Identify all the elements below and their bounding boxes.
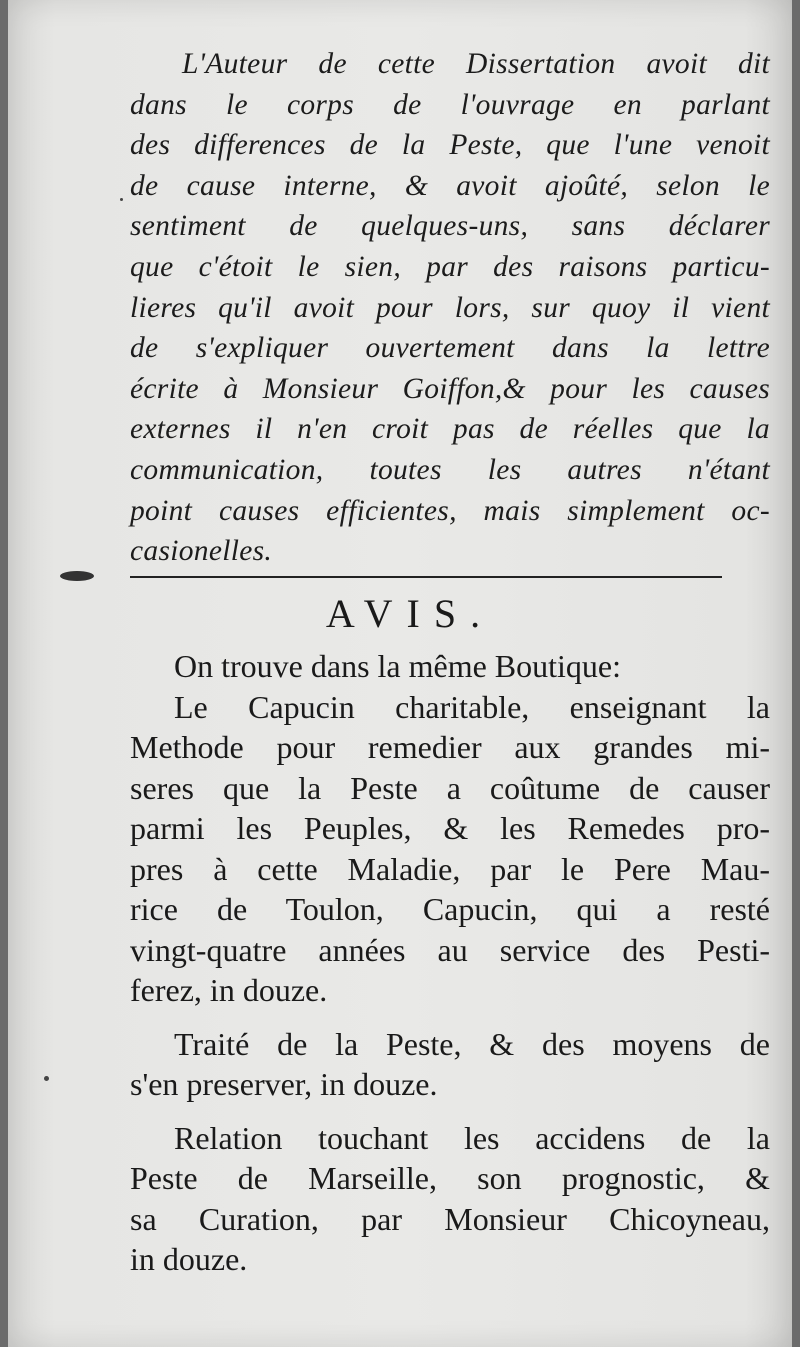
text-line: de s'expliquer ouvertement dans la lettre <box>130 332 770 365</box>
text-line: externes il n'en croit pas de réelles que la <box>130 413 770 446</box>
entry-line: Relation touchant les accidens de la <box>174 1119 770 1156</box>
entry-line: seres que la Peste a coûtume de causer <box>130 769 770 806</box>
entry-line: in douze. <box>130 1241 248 1277</box>
entry-line: rice de Toulon, Capucin, qui a resté <box>130 891 770 927</box>
text-line: casionelles. <box>130 535 273 568</box>
text-line: que c'étoit le sien, par des raisons particu- <box>130 250 770 283</box>
text-line: écrite à Monsieur Goiffon,& pour les causes <box>130 372 770 405</box>
text-line: L'Auteur de cette Dissertation avoit dit <box>182 48 770 80</box>
section-divider <box>130 576 722 578</box>
italic-notice-paragraph <box>130 44 770 572</box>
entry-line: ferez, in douze. <box>130 972 328 1008</box>
entry-line: parmi les Peuples, & les Remedes pro- <box>130 810 770 846</box>
text-line: communication, toutes les autres n'étant <box>130 453 770 486</box>
ink-speck <box>44 1076 49 1081</box>
book-page <box>8 0 792 1347</box>
text-line: sentiment de quelques-uns, sans déclarer <box>130 210 770 243</box>
entry-line: pres à cette Maladie, par le Pere Mau- <box>130 850 770 887</box>
text-line: de cause interne, & avoit ajoûté, selon le <box>130 169 770 202</box>
entry-line: s'en preserver, in douze. <box>130 1066 438 1102</box>
text-line: point causes efficientes, mais simplement oc- <box>130 494 770 527</box>
entry-line: Methode pour remedier aux grandes mi- <box>130 729 770 765</box>
text-line: dans le corps de l'ouvrage en parlant <box>130 88 770 121</box>
avis-body <box>130 646 770 1280</box>
ink-speck <box>120 198 123 201</box>
entry-line: sa Curation, par Monsieur Chicoyneau, <box>130 1200 770 1237</box>
avis-heading: AVIS. <box>325 591 495 636</box>
entry-line: Le Capucin charitable, enseignant la <box>174 688 770 725</box>
entry-line: vingt-quatre années au service des Pesti- <box>130 931 770 968</box>
entry-line: Traité de la Peste, & des moyens de <box>174 1025 770 1062</box>
text-line: lieres qu'il avoit pour lors, sur quoy il vient <box>130 291 770 324</box>
avis-intro: On trouve dans la même Boutique: <box>174 648 622 684</box>
entry-line: Peste de Marseille, son prognostic, & <box>130 1160 770 1196</box>
text-line: des differences de la Peste, que l'une venoit <box>130 129 770 162</box>
ink-mark <box>60 571 94 581</box>
